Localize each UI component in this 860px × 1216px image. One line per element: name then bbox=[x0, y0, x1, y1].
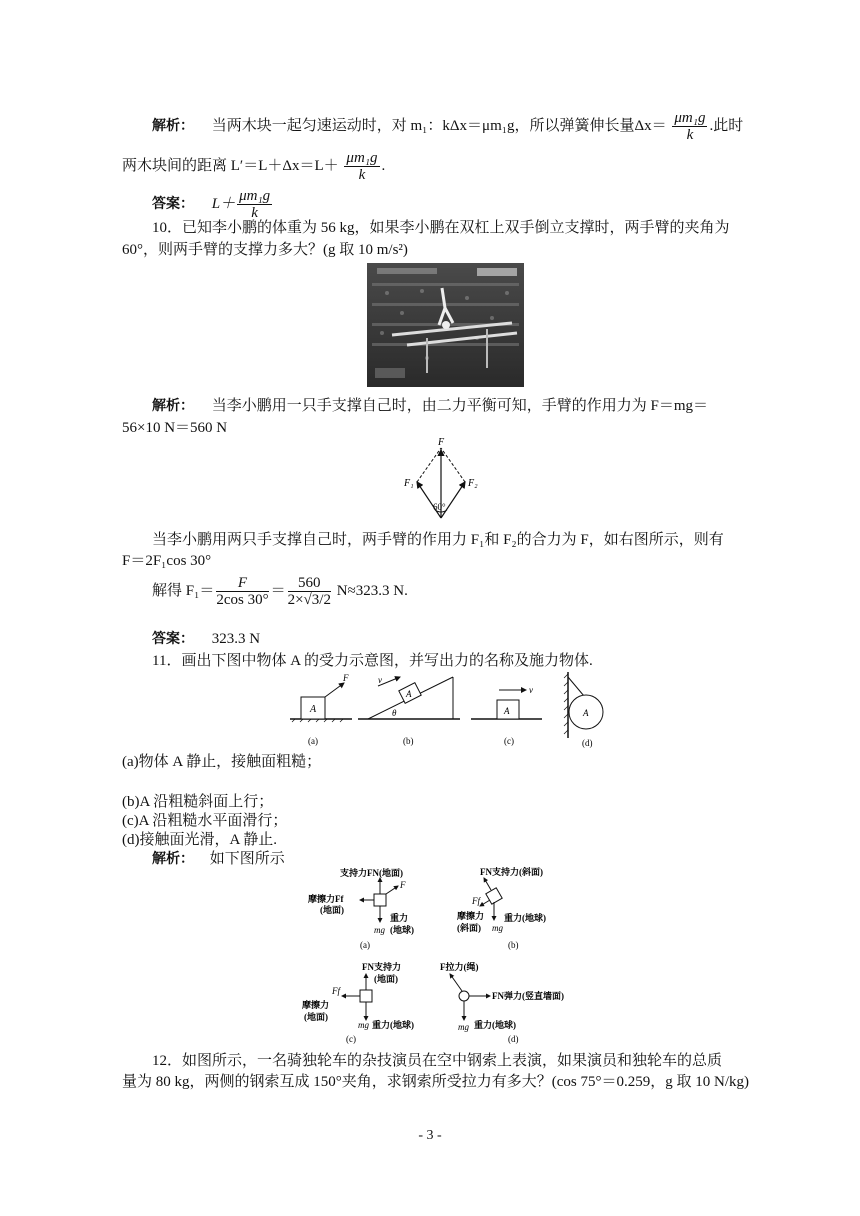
q12-question-line2: 量为 80 kg，两侧的钢索互成 150°夹角，求钢索所受拉力有多大？(cos 75°＝0.259，g 取 10 N/kg) bbox=[122, 1074, 749, 1090]
svg-text:摩擦力: 摩擦力 bbox=[302, 1000, 330, 1010]
page-number: - 3 - bbox=[418, 1128, 442, 1143]
q10-analysis-line1: 解析： 当李小鹏用一只手支撑自己时，由二力平衡可知，手臂的作用力为 F＝mg＝ bbox=[152, 398, 709, 414]
fraction: $\frac{560}{2\times√3/2}$ bbox=[287, 575, 331, 608]
q10-explain-line1: 当李小鹏用两只手支撑自己时，两手臂的作用力 F₁和 F₂的合力为 F，如右图所示，则有 bbox=[152, 532, 724, 548]
svg-text:A: A bbox=[406, 689, 412, 699]
svg-text:(d): (d) bbox=[508, 1034, 519, 1044]
svg-text:重力(地球): 重力(地球) bbox=[474, 1020, 516, 1030]
svg-text:(b): (b) bbox=[508, 940, 519, 950]
svg-text:mg: mg bbox=[492, 923, 503, 933]
svg-text:v: v bbox=[529, 685, 533, 695]
svg-text:FN弹力(竖直墙面): FN弹力(竖直墙面) bbox=[492, 991, 564, 1001]
fraction: $\frac{F}{2\cos 30^\circ}$ bbox=[216, 575, 269, 608]
label-F: F bbox=[438, 437, 445, 448]
svg-text:mg: mg bbox=[458, 1022, 469, 1032]
gymnast-photo bbox=[367, 263, 524, 387]
svg-text:mg: mg bbox=[374, 925, 385, 935]
q11-item-d: (d)接触面光滑，A 静止. bbox=[122, 832, 277, 848]
fraction: $\frac{\text{μm₁g}}{k}$ bbox=[674, 110, 706, 143]
q9-answer: 答案： L＋ $\frac{\text{μm₁g}}{k}$ bbox=[152, 188, 271, 221]
fraction: $\frac{\text{μm₁g}}{k}$ bbox=[239, 188, 271, 221]
svg-text:FN支持力(斜面): FN支持力(斜面) bbox=[480, 867, 543, 877]
svg-text:mg: mg bbox=[358, 1020, 369, 1030]
q12-question-line1: 12．如图所示，一名骑独轮车的杂技演员在空中钢索上表演，如果演员和独轮车的总质 bbox=[152, 1053, 723, 1069]
svg-text:(a): (a) bbox=[360, 940, 370, 950]
q9-analysis-line2: 两木块间的距离 L′＝L＋Δx＝L＋ $\frac{\text{μm₁g}}{k}$ . bbox=[122, 150, 386, 183]
label-angle: 60° bbox=[433, 502, 446, 512]
svg-text:(c): (c) bbox=[346, 1034, 356, 1044]
svg-text:F: F bbox=[400, 880, 406, 890]
svg-text:(a): (a) bbox=[308, 736, 318, 746]
q10-analysis-line2: 56×10 N＝560 N bbox=[122, 420, 228, 436]
q9-analysis-line1: 解析： 当两木块一起匀速运动时，对 m₁：kΔx＝μm₁g，所以弹簧伸长量Δx＝ $\frac{\text{μm₁g}}{k}$ .此时 bbox=[152, 110, 744, 143]
svg-text:(d): (d) bbox=[582, 738, 593, 748]
q11-analysis: 解析： 如下图所示 bbox=[152, 851, 285, 867]
svg-text:(c): (c) bbox=[504, 736, 514, 746]
svg-text:Ff: Ff bbox=[472, 896, 480, 906]
svg-text:(地面): (地面) bbox=[304, 1012, 328, 1022]
svg-text:摩擦力Ff: 摩擦力Ff bbox=[308, 894, 344, 904]
svg-text:重力: 重力 bbox=[390, 913, 409, 923]
q11-item-b: (b)A 沿粗糙斜面上行； bbox=[122, 794, 274, 810]
force-parallelogram-diagram bbox=[400, 436, 490, 528]
svg-text:F拉力(绳): F拉力(绳) bbox=[440, 962, 479, 972]
fraction: $\frac{\text{μm₁g}}{k}$ bbox=[346, 150, 378, 183]
svg-text:A: A bbox=[583, 708, 589, 718]
svg-text:(斜面): (斜面) bbox=[457, 923, 481, 933]
svg-text:F: F bbox=[343, 673, 349, 683]
svg-text:(地面): (地面) bbox=[320, 905, 344, 915]
svg-text:重力(地球): 重力(地球) bbox=[372, 1020, 414, 1030]
q10-question-line2: 60°，则两手臂的支撑力多大？(g 取 10 m/s²) bbox=[122, 242, 408, 258]
svg-text:A: A bbox=[504, 706, 510, 716]
svg-text:Ff: Ff bbox=[332, 986, 340, 996]
q11-answer-figures bbox=[300, 864, 590, 1044]
q10-question-line1: 10．已知李小鹏的体重为 56 kg，如果李小鹏在双杠上双手倒立支撑时，两手臂的夹角为 bbox=[152, 220, 730, 236]
svg-text:摩擦力: 摩擦力 bbox=[457, 911, 485, 921]
q11-question: 11．画出下图中物体 A 的受力示意图，并写出力的名称及施力物体. bbox=[152, 653, 593, 669]
svg-text:FN支持力: FN支持力 bbox=[362, 962, 401, 972]
svg-text:支持力FN(地面): 支持力FN(地面) bbox=[340, 868, 403, 878]
q11-item-a: (a)物体 A 静止，接触面粗糙； bbox=[122, 754, 322, 770]
svg-text:θ: θ bbox=[392, 708, 397, 718]
svg-text:v: v bbox=[378, 675, 382, 685]
answer-label: 答案： bbox=[152, 195, 194, 212]
q11-item-c: (c)A 沿粗糙水平面滑行； bbox=[122, 813, 288, 829]
q10-answer: 答案： 323.3 N bbox=[152, 631, 261, 647]
svg-text:(地面): (地面) bbox=[374, 974, 398, 984]
label-F1: F₁ bbox=[404, 478, 414, 489]
analysis-label: 解析： bbox=[152, 117, 194, 134]
q11-problem-figures bbox=[288, 672, 618, 752]
label-F2: F₂ bbox=[468, 478, 478, 489]
svg-text:A: A bbox=[310, 704, 317, 715]
q10-explain-line2: F＝2F₁cos 30° bbox=[122, 553, 212, 569]
q10-solve: 解得 F₁＝ $\frac{F}{2\cos 30^\circ}$ ＝ $\frac{560}{2\times√3/2}$ N≈323.3 N. bbox=[152, 575, 408, 608]
svg-text:重力(地球): 重力(地球) bbox=[504, 913, 546, 923]
svg-text:(b): (b) bbox=[403, 736, 414, 746]
svg-text:(地球): (地球) bbox=[390, 925, 414, 935]
